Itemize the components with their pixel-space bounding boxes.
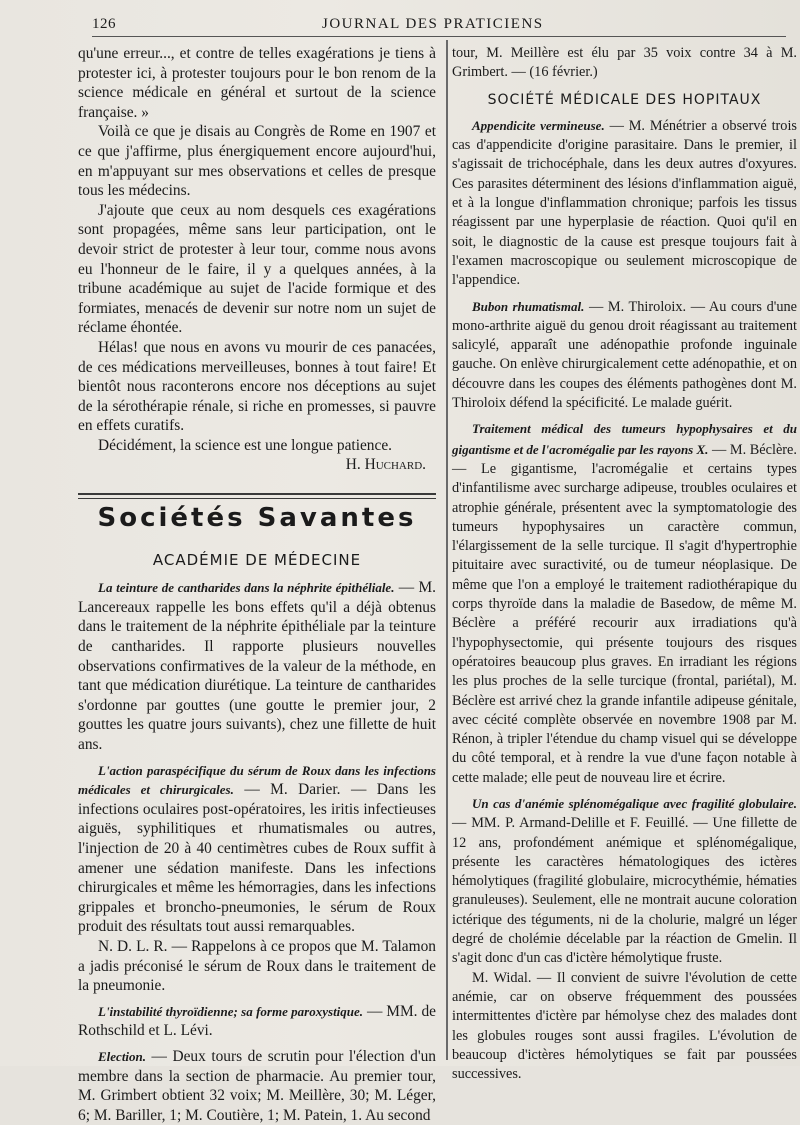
paragraph: M. Widal. — Il convient de suivre l'évolution de cette anémie, car on observe fréquemment des poussées intermittentes d'ictère par hémolyse chez des malades dont les globules rouges sont aussi fragiles. L'évolution de beaucoup d'ictères hémolytiques se fait par poussées successives. — [452, 969, 797, 1083]
article-title: Un cas d'anémie splénomégalique avec fragilité globulaire. — [472, 795, 797, 811]
page-number: 126 — [92, 16, 116, 32]
article-title: Bubon rhumatismal. — [472, 298, 585, 314]
subsection-heading: ACADÉMIE DE MÉDECINE — [152, 550, 362, 569]
article-title: La teinture de cantharides dans la néphrite épithéliale. — [98, 580, 395, 596]
article — [452, 794, 797, 969]
paragraph: Voilà ce que je disais au Congrès de Rome en 1907 et ce que j'affirme, plus énergiquement encore aujourd'hui, en m'appuyant sur mes observations et celles de presque tous les médecins. — [78, 123, 436, 200]
subsection-heading: SOCIÉTÉ MÉDICALE DES HOPITAUX — [487, 91, 762, 108]
article-text: — M. Thiroloix. — Au cours d'une mono-arthrite aiguë du genou droit réagissant au traitement salicylé, apparaît une adénopathie profonde inguinale gauche. On enlève chirurgicalement cette adénopathie, et on découvre dans les coupes des éléments pathogènes dont M. Thiroloix défend la spécificité. Le malade guérit. — [452, 298, 797, 412]
article-text: — M. Béclère. — Le gigantisme, l'acromégalie et certains types d'infantilisme avec surcharge adipeuse, troubles oculaires et atrophie générale, présentent avec la symptomatologie des tumeurs hypophysaires un caractère commun, l'élargissement de la selle turcique. Il s'agit d'hypertrophie pituitaire avec suractivité, ou de tumeur néoplasique. De même que l'on a employé le traitement radiothérapique du corps thyroïde dans la maladie de Basedow, de même M. Béclère a préféré recourir aux irradiations qu'à l'hypophysectomie, qui présente toujours des risques opératoires beaucoup plus graves. En irradiant les régions les plus proches de la selle turcique (frontal, pariétal), M. Béclère est arrivé chez la grande infantile adipeuse génitale, avec cécité complète observée en novembre 1908 par M. Rénon, à tripler l'étendue du champ visuel qui se développe du côté temporal, et à rendre la vue d'une façon notable à cette malade; elle peut de nouveau lire et écrire. — [452, 441, 797, 786]
article-text: — M. Lancereaux rappelle les bons effets qu'il a déjà obtenus dans le traitement de la néphrite épithéliale par la teinture de cantharides. Il rapporte plusieurs nouvelles observations confirmatives de la valeur de la méthode, en tant que médication diurétique. La teinture de cantharides s'ordonne par gouttes (une goutte le premier jour, 2 gouttes les quatre jours suivants), chez une fillette de huit ans. — [78, 579, 436, 753]
article-text: — MM. de Rothschild et L. Lévi. — [78, 1002, 436, 1040]
article-title: L'action paraspécifique du sérum de Roux dans les infections médicales et chirurgicales. — [78, 762, 436, 798]
paragraph: tour, M. Meillère est élu par 35 voix contre 34 à M. Grimbert. — (16 février.) — [452, 45, 797, 81]
article-text: — Deux tours de scrutin pour l'élection d'un membre dans la section de pharmacie. Au premier tour, M. Grimbert obtient 32 voix; M. Meillère, 30; M. Léger, 6; M. Bariller, 1; M. Coutière, 1; M. Patein, 1. Au second — [78, 1047, 436, 1124]
running-title: JOURNAL DES PRATICIENS — [322, 16, 544, 32]
column-divider — [446, 40, 448, 1060]
author-signature: H. Huchard. — [345, 456, 426, 474]
paragraph: qu'une erreur..., et contre de telles exagérations je tiens à protester ici, à protester toujours pour le bon renom de la science médicale en général et surtout de la science française. » — [78, 45, 436, 121]
article — [452, 419, 797, 788]
article-title: Election. — [98, 1048, 147, 1064]
article — [78, 578, 436, 754]
article — [78, 761, 436, 937]
paragraph: J'ajoute que ceux au nom desquels ces exagérations sont propagées, même sans leur participation, ont le devoir strict de protester à leur tour, comme nous avons eu l'honneur de le faire, il y a quelques années, à la tribune académique au sujet de l'acide formique et des formiates, menacés de devenir sur notre nom un sujet de réclame éhontée. — [78, 201, 436, 337]
editor-note: N. D. L. R. — Rappelons à ce propos que M. Talamon a jadis préconisé le sérum de Roux dans le traitement de la pneumonie. — [78, 937, 436, 995]
page-header — [92, 14, 786, 37]
article-text: — M. Ménétrier a observé trois cas d'appendicite d'origine parasitaire. Dans le premier, il s'agissait de trichocéphale, dans les deux autres d'oxyures. Ces parasites déterminent des lésions d'inflammation aiguë, et à la longue d'inflammation chronique; parfois les tissus réagissent par une hyperplasie de réaction. Quoi qu'il en soit, le diagnostic de la cause est presque toujours fait à l'examen macroscopique ou seulement microscopique de l'appendice. — [452, 117, 797, 289]
article — [452, 297, 797, 414]
article — [78, 1002, 436, 1041]
article-title: L'instabilité thyroïdienne; sa forme paroxystique. — [98, 1003, 364, 1019]
article-title: Appendicite vermineuse. — [472, 117, 605, 133]
article — [452, 116, 797, 291]
right-column — [452, 44, 797, 1084]
left-column — [78, 44, 436, 1125]
paragraph: Hélas! que nous en avons vu mourir de ces panacées, de ces médications merveilleuses, bonnes à tout faire! Et bientôt nous raconterons encore nos déceptions au sujet de la sérothérapie rénale, si riche en promesses, si pauvre en effets curatifs. — [78, 338, 436, 435]
article-text: — M. Darier. — Dans les infections oculaires post-opératoires, les iritis infectieuses aiguës, syphilitiques et rhumatismales ou autres, l'injection de 20 à 40 centimètres cubes de Roux suffit à amener une sédation manifeste. Dans les infections chirurgicales et même les hémorragies, dans les infections grippales et broncho-pneumonies, le sérum de Roux produit des résultats tout aussi remarquables. — [78, 781, 436, 936]
article — [78, 1047, 436, 1125]
article-title: Traitement médical des tumeurs hypophysaires et du gigantisme et de l'acromégalie par les rayons X. — [452, 421, 797, 457]
article-text: — MM. P. Armand-Delille et F. Feuillé. — Une fillette de 12 ans, profondément anémique et splénomégalique, présente les caractères hématologiques des ictères hémolytiques (fragilité globulaire, microcythémie, hématies granuleuses). Seulement, elle ne montrait aucune coloration ictérique des téguments, ni de la cholurie, malgré un léger degré de cholémie décelable par la réaction de Gmelin. Il s'agit donc d'un cas d'ictère hémolytique fruste. — [452, 815, 797, 967]
section-title: Sociétés Savantes — [97, 503, 417, 534]
section-rule — [78, 493, 436, 499]
paragraph: Décidément, la science est une longue patience. — [98, 436, 393, 454]
